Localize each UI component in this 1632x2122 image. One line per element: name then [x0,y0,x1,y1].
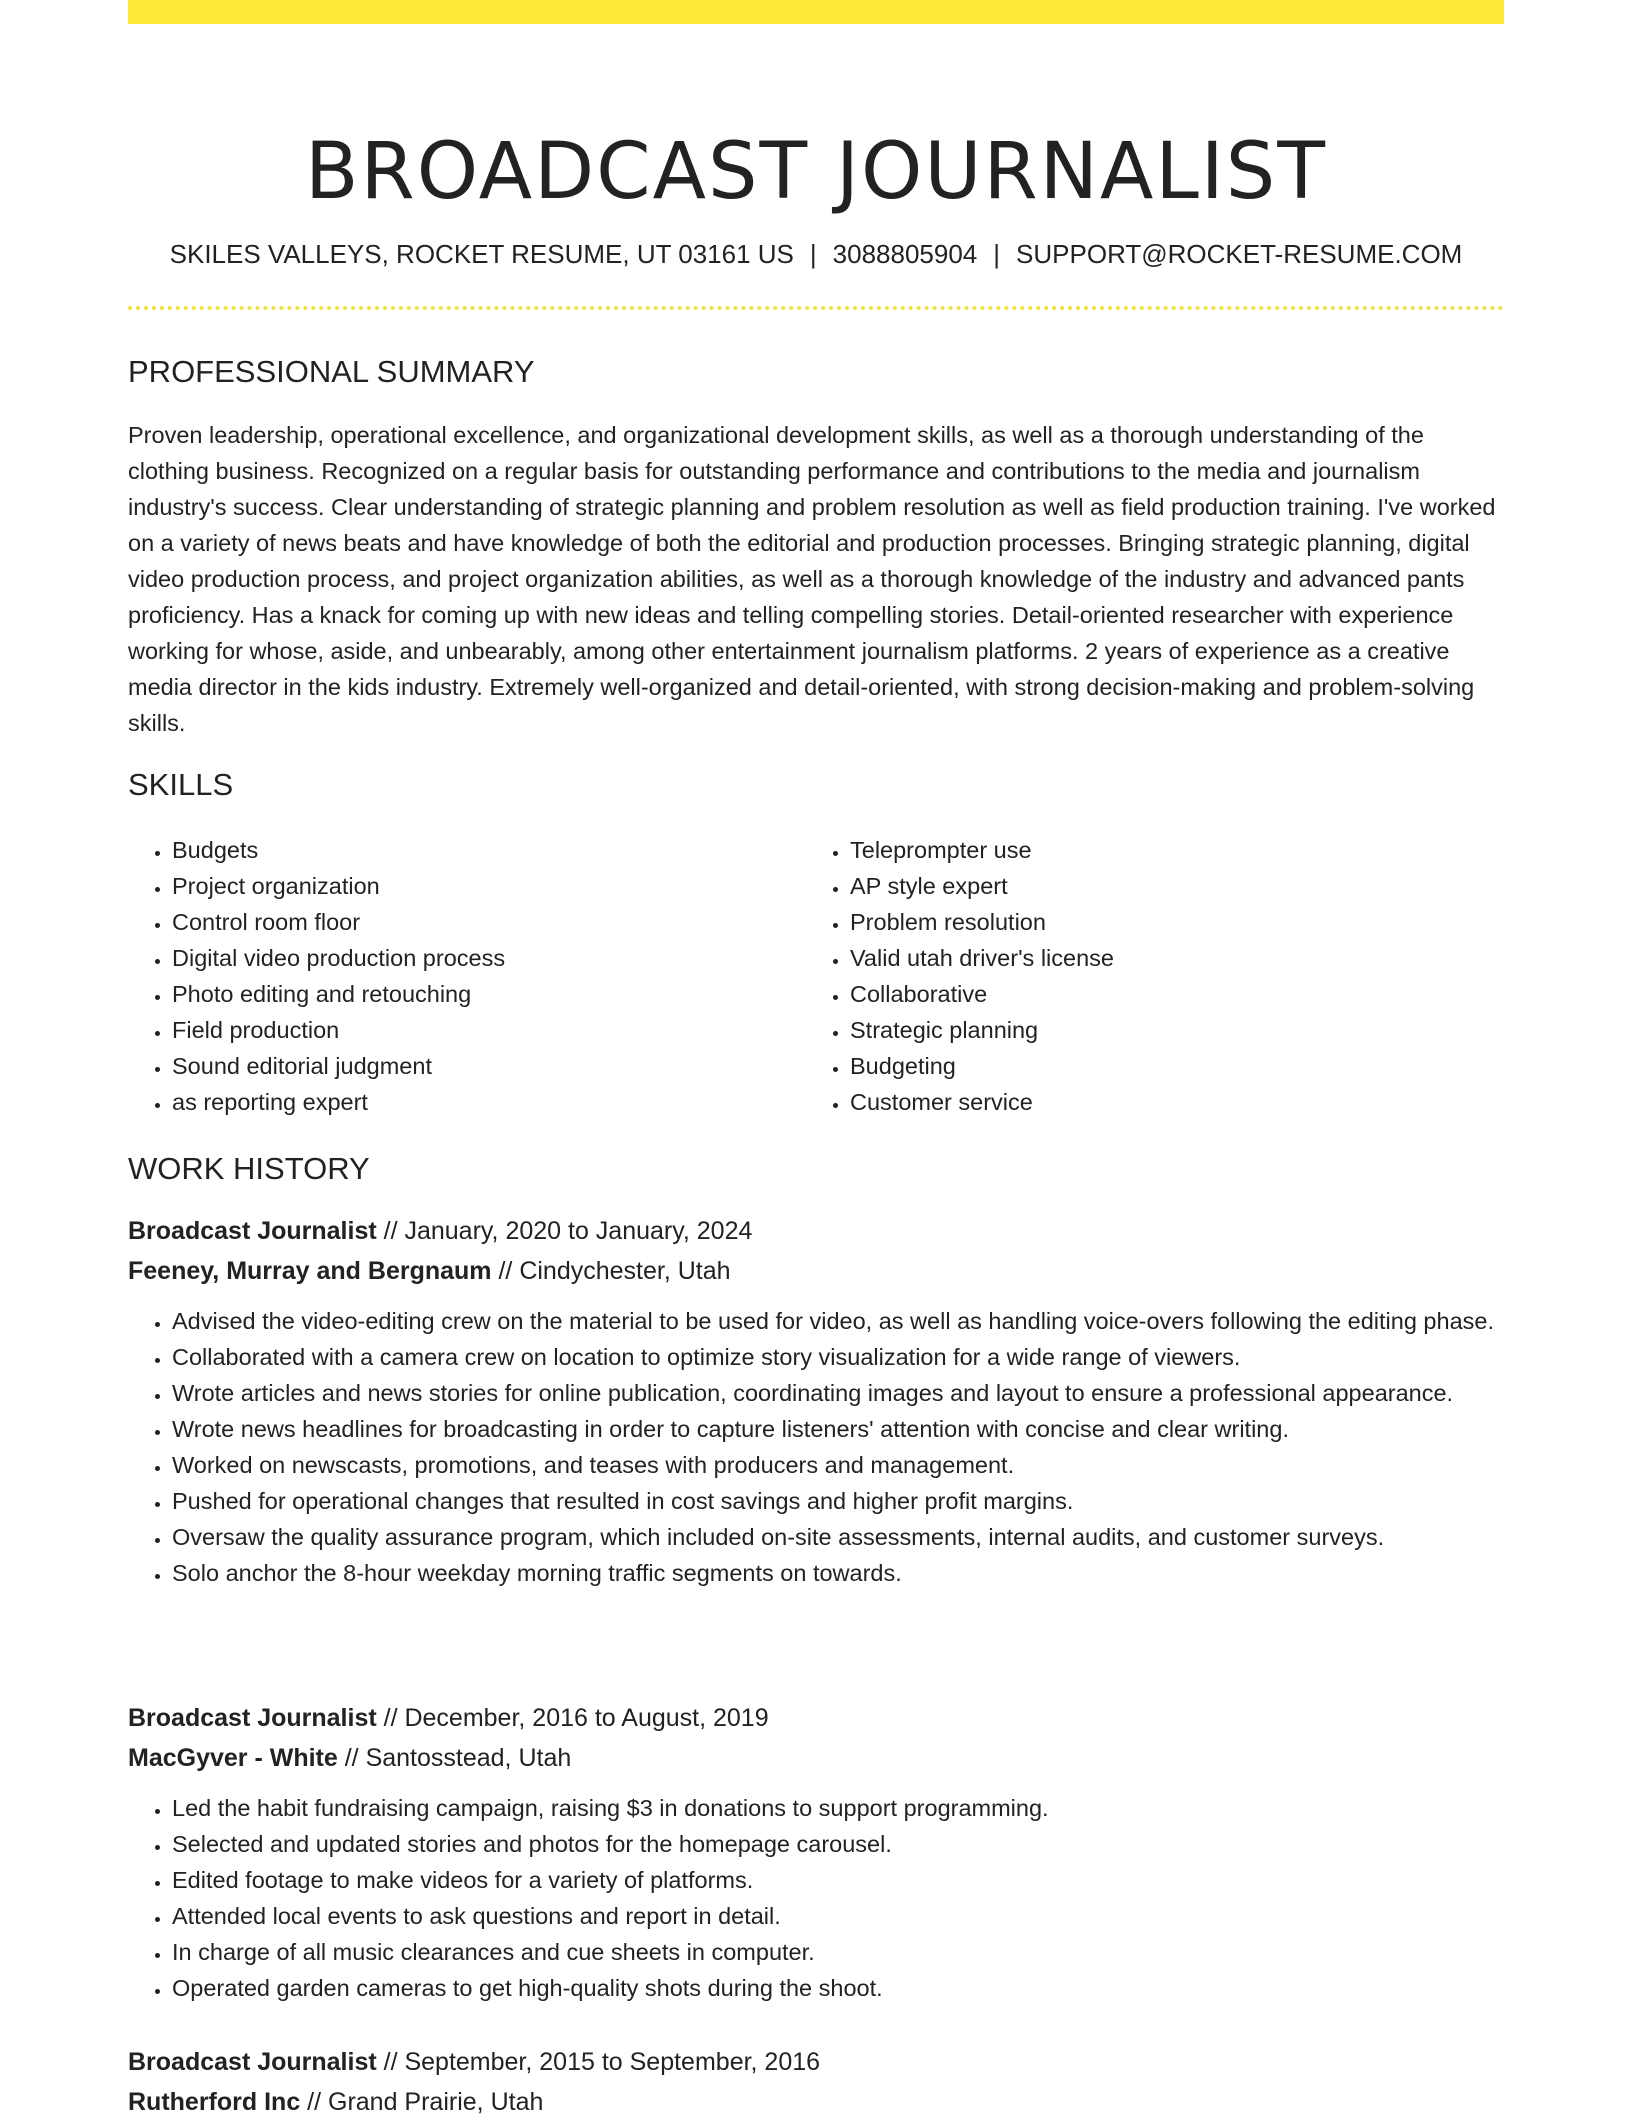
job-entry [128,1698,1504,2006]
job-role: Broadcast Journalist [128,1704,377,1732]
skills-column-1 [128,832,792,1120]
contact-separator: | [993,239,1001,269]
work-history-heading: WORK HISTORY [128,1151,370,1186]
job-dates: // September, 2015 to September, 2016 [376,2048,821,2076]
job-location: // Santosstead, Utah [337,1744,572,1772]
job-bullet: • Collaborated with a camera crew on location to optimize story visualization for a wide range of viewers. [172,1339,1504,1375]
job-company-line [128,1738,1504,1778]
job-bullet: • Led the habit fundraising campaign, raising $3 in donations to support programming. [172,1790,1504,1826]
job-bullets [128,1303,1504,1591]
job-role: Broadcast Journalist [128,2048,377,2076]
contact-line [128,236,1504,272]
job-location: // Grand Prairie, Utah [300,2088,544,2116]
job-bullet: • Solo anchor the 8-hour weekday morning traffic segments on towards. [172,1555,1504,1591]
job-bullet: • Operated garden cameras to get high-quality shots during the shoot. [172,1970,1504,2006]
job-location: // Cindychester, Utah [491,1257,731,1285]
job-bullet: • Advised the video-editing crew on the material to be used for video, as well as handling voice-overs following the editing phase. [172,1303,1504,1339]
contact-phone: 3088805904 [832,239,978,269]
header-divider [128,306,1504,310]
skill-item: • Strategic planning [850,1012,1500,1048]
job-bullets [128,1790,1504,2006]
skills-heading: SKILLS [128,767,234,802]
job-bullet: • Worked on newscasts, promotions, and teases with producers and management. [172,1447,1504,1483]
skill-item: • Collaborative [850,976,1500,1012]
skill-item: • Field production [172,1012,792,1048]
job-role: Broadcast Journalist [128,1217,377,1245]
skills-column-2 [806,832,1500,1120]
skill-item: • AP style expert [850,868,1500,904]
job-entry [128,1211,1504,1591]
contact-address: SKILES VALLEYS, ROCKET RESUME, UT 03161 US [169,239,794,269]
header-accent-bar [128,0,1504,24]
job-dates: // December, 2016 to August, 2019 [376,1704,769,1732]
job-bullet: • Wrote articles and news stories for online publication, coordinating images and layout to ensure a professional appearance. [172,1375,1504,1411]
job-bullet: • Pushed for operational changes that resulted in cost savings and higher profit margins. [172,1483,1504,1519]
skill-item: • Customer service [850,1084,1500,1120]
skill-item: • Sound editorial judgment [172,1048,792,1084]
job-company-line [128,2082,1504,2122]
job-entry [128,2042,1504,2122]
skill-item: • Valid utah driver's license [850,940,1500,976]
contact-email: SUPPORT@ROCKET-RESUME.COM [1016,239,1463,269]
job-bullet: • Edited footage to make videos for a variety of platforms. [172,1862,1504,1898]
skill-item: • Control room floor [172,904,792,940]
skill-item: • Digital video production process [172,940,792,976]
job-title-line [128,1698,1504,1738]
job-bullet: • Selected and updated stories and photos for the homepage carousel. [172,1826,1504,1862]
job-dates: // January, 2020 to January, 2024 [376,1217,753,1245]
job-company: MacGyver - White [128,1744,338,1772]
skill-item: • Budgets [172,832,792,868]
skill-item: • Problem resolution [850,904,1500,940]
skill-item: • as reporting expert [172,1084,792,1120]
job-company: Rutherford Inc [128,2088,301,2116]
job-bullet: • Wrote news headlines for broadcasting in order to capture listeners' attention with concise and clear writing. [172,1411,1504,1447]
skill-item: • Teleprompter use [850,832,1500,868]
job-bullet: • In charge of all music clearances and cue sheets in computer. [172,1934,1504,1970]
resume-name: BROADCAST JOURNALIST [305,127,1327,218]
job-company: Feeney, Murray and Bergnaum [128,1257,492,1285]
skill-item: • Photo editing and retouching [172,976,792,1012]
job-title-line [128,2042,1504,2082]
skill-item: • Project organization [172,868,792,904]
contact-separator: | [809,239,817,269]
job-bullet: • Attended local events to ask questions and report in detail. [172,1898,1504,1934]
skill-item: • Budgeting [850,1048,1500,1084]
job-company-line [128,1251,1504,1291]
summary-heading: PROFESSIONAL SUMMARY [128,354,535,389]
job-title-line [128,1211,1504,1251]
summary-text: Proven leadership, operational excellence, and organizational development skills, as well as a thorough understanding of the clothing business. Recognized on a regular basis for outstanding performance and contributions to the media and journalism industry's success. Clear understanding of strategic planning and problem resolution as well as field production training. I've worked on a variety of news beats and have knowledge of both the editorial and production processes. Bringing strategic planning, digital video production process, and project organization abilities, as well as a thorough knowledge of the industry and advanced pants proficiency. Has a knack for coming up with new ideas and telling compelling stories. Detail-oriented researcher with experience working for whose, aside, and unbearably, among other entertainment journalism platforms. 2 years of experience as a creative media director in the kids industry. Extremely well-organized and detail-oriented, with strong decision-making and problem-solving skills. [128,422,1496,736]
job-bullet: • Oversaw the quality assurance program, which included on-site assessments, internal audits, and customer surveys. [172,1519,1504,1555]
